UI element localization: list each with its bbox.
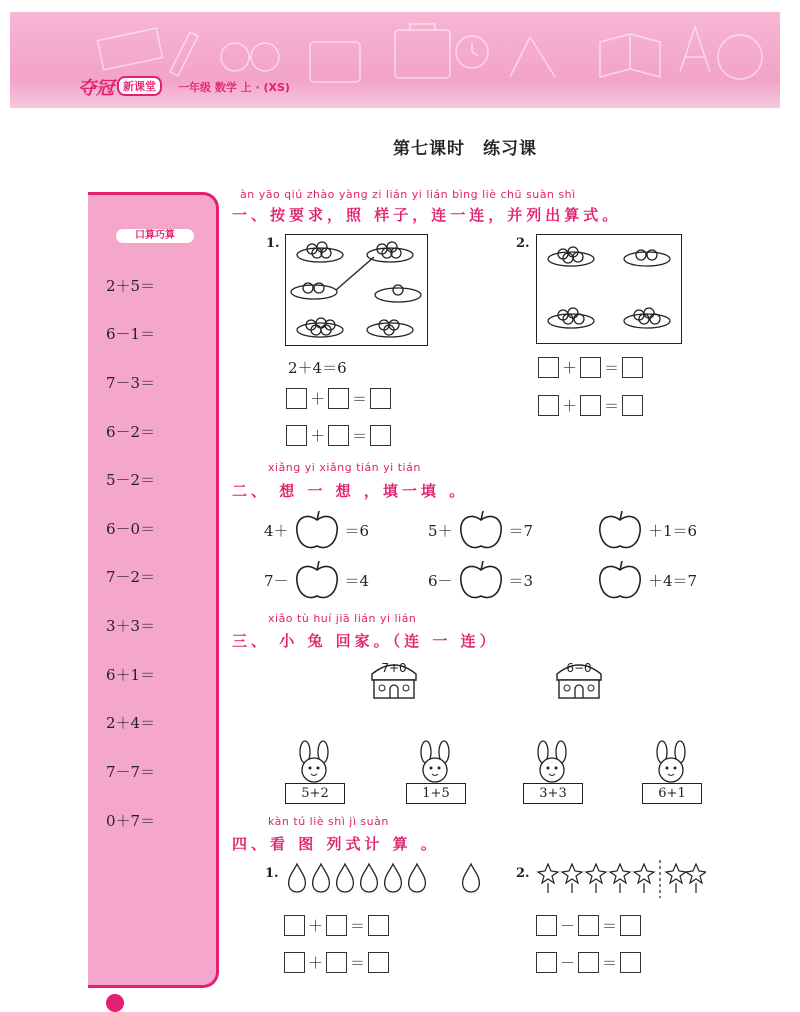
oral-problem: 3＋3＝ [106, 617, 156, 635]
question-number: 1. [266, 236, 280, 251]
equals-sign: ＝ [352, 390, 368, 408]
apple-icon[interactable] [596, 508, 644, 552]
brand-subtitle: 新课堂 [117, 76, 162, 96]
expression-suffix: ＝6 [344, 521, 370, 540]
plates-picture-2 [536, 234, 682, 344]
equation-blank [286, 425, 391, 446]
equals-sign: ＝ [604, 359, 620, 377]
plus-sign: ＋ [562, 359, 578, 377]
expression-suffix: ＝3 [508, 571, 534, 590]
oral-problem: 6－0＝ [106, 520, 156, 538]
answer-box[interactable] [326, 915, 347, 936]
rabbit-icon [521, 740, 587, 788]
rabbit-icon [640, 740, 706, 788]
section2-heading: 二、 想 一 想 ，填一填 。 [232, 482, 469, 500]
section4-heading: 四、看 图 列式计 算 。 [232, 835, 440, 853]
rabbit-card[interactable] [283, 740, 349, 804]
answer-box[interactable] [370, 388, 391, 409]
rabbit-expression: 3+3 [523, 783, 583, 804]
equals-sign: ＝ [352, 427, 368, 445]
equation-blank [536, 915, 641, 936]
brand-logo: 夺冠 [78, 78, 114, 99]
oral-problem: 7－7＝ [106, 763, 156, 781]
answer-box[interactable] [284, 915, 305, 936]
fruit-plates-icon [537, 235, 681, 343]
answer-box[interactable] [622, 357, 643, 378]
oral-math-tag: 口算巧算 [116, 229, 194, 243]
answer-box[interactable] [578, 915, 599, 936]
equals-sign: ＝ [350, 954, 366, 972]
oral-problem: 6＋1＝ [106, 666, 156, 684]
page-title: 第七课时 练习课 [393, 139, 537, 159]
plus-sign: ＋ [308, 954, 324, 972]
apple-icon[interactable] [596, 558, 644, 602]
rabbit-card[interactable] [640, 740, 706, 804]
fill-apple-row [592, 558, 697, 602]
plates-picture-1 [285, 234, 428, 346]
oral-problem: 2＋4＝ [106, 714, 156, 732]
answer-box[interactable] [536, 915, 557, 936]
fruit-plates-icon [286, 235, 427, 345]
answer-box[interactable] [538, 395, 559, 416]
section3-heading: 三、 小 兔 回家。（连 一 连） [232, 632, 499, 650]
expression-suffix: ＋4＝7 [648, 571, 698, 590]
answer-box[interactable] [622, 395, 643, 416]
oral-problem: 6－1＝ [106, 325, 156, 343]
expression-prefix: 5＋ [428, 521, 453, 540]
question-number: 2. [516, 236, 530, 251]
minus-sign: － [560, 917, 576, 935]
rabbit-icon [404, 740, 470, 788]
rabbit-expression: 6+1 [642, 783, 702, 804]
answer-box[interactable] [538, 357, 559, 378]
equals-sign: ＝ [604, 397, 620, 415]
answer-box[interactable] [580, 357, 601, 378]
oral-problem: 5－2＝ [106, 471, 156, 489]
section1-pinyin: àn yāo qiú zhào yàng zi lián yi lián bìng liè chū suàn shì [240, 188, 576, 201]
oral-problem: 7－3＝ [106, 374, 156, 392]
equation-blank [286, 388, 391, 409]
expression-prefix: 7－ [264, 571, 289, 590]
equation-blank [538, 395, 643, 416]
rabbit-expression: 1+5 [406, 783, 466, 804]
fill-apple-row [264, 508, 369, 552]
answer-box[interactable] [284, 952, 305, 973]
apple-icon[interactable] [293, 508, 341, 552]
house-label: 7+0 [381, 661, 407, 675]
answer-box[interactable] [286, 388, 307, 409]
answer-box[interactable] [620, 952, 641, 973]
equals-sign: ＝ [602, 917, 618, 935]
house-label: 6−0 [566, 661, 592, 675]
rabbit-card[interactable] [404, 740, 470, 804]
oral-problem: 6－2＝ [106, 423, 156, 441]
flowers-icon [536, 860, 706, 898]
oral-math-sidebar [88, 192, 219, 988]
minus-sign: － [560, 954, 576, 972]
example-equation: 2＋4＝6 [288, 359, 347, 377]
expression-prefix: 6－ [428, 571, 453, 590]
fill-apple-row [428, 558, 533, 602]
plus-sign: ＋ [308, 917, 324, 935]
answer-box[interactable] [536, 952, 557, 973]
equation-blank [284, 915, 389, 936]
answer-box[interactable] [326, 952, 347, 973]
rabbit-house[interactable] [368, 660, 420, 700]
rabbit-icon [283, 740, 349, 788]
answer-box[interactable] [286, 425, 307, 446]
fill-apple-row [264, 558, 369, 602]
section1-heading: 一、按要求，照 样子，连一连，并列出算式。 [232, 206, 622, 224]
oral-problem: 0＋7＝ [106, 812, 156, 830]
oral-problem: 7－2＝ [106, 568, 156, 586]
expression-suffix: ＝4 [344, 571, 370, 590]
fill-apple-row [592, 508, 697, 552]
expression-suffix: ＋1＝6 [648, 521, 698, 540]
plus-sign: ＋ [562, 397, 578, 415]
answer-box[interactable] [580, 395, 601, 416]
section3-pinyin: xiǎo tù huí jiā lián yi lián [268, 612, 417, 625]
section4-pinyin: kàn tú liè shì jì suàn [268, 815, 389, 828]
rabbit-card[interactable] [521, 740, 587, 804]
answer-box[interactable] [328, 425, 349, 446]
apple-icon[interactable] [293, 558, 341, 602]
plus-sign: ＋ [310, 390, 326, 408]
plus-sign: ＋ [310, 427, 326, 445]
answer-box[interactable] [368, 952, 389, 973]
equation-blank [284, 952, 389, 973]
answer-box[interactable] [578, 952, 599, 973]
equation-blank [536, 952, 641, 973]
equals-sign: ＝ [602, 954, 618, 972]
grade-label: 一年级 数学 上 · (XS) [178, 81, 290, 94]
section2-pinyin: xiǎng yi xiǎng tián yi tián [268, 461, 421, 474]
expression-prefix: 4＋ [264, 521, 289, 540]
equation-blank [538, 357, 643, 378]
pears-icon [285, 860, 495, 896]
answer-box[interactable] [620, 915, 641, 936]
oral-problem: 2＋5＝ [106, 277, 156, 295]
apple-icon[interactable] [457, 558, 505, 602]
apple-icon[interactable] [457, 508, 505, 552]
fill-apple-row [428, 508, 533, 552]
answer-box[interactable] [328, 388, 349, 409]
question-number: 2. [516, 866, 530, 881]
answer-box[interactable] [370, 425, 391, 446]
expression-suffix: ＝7 [508, 521, 534, 540]
page-number-badge [106, 994, 124, 1012]
equals-sign: ＝ [350, 917, 366, 935]
rabbit-expression: 5+2 [285, 783, 345, 804]
question-number: 1. [265, 866, 279, 881]
rabbit-house[interactable] [553, 660, 605, 700]
answer-box[interactable] [368, 915, 389, 936]
